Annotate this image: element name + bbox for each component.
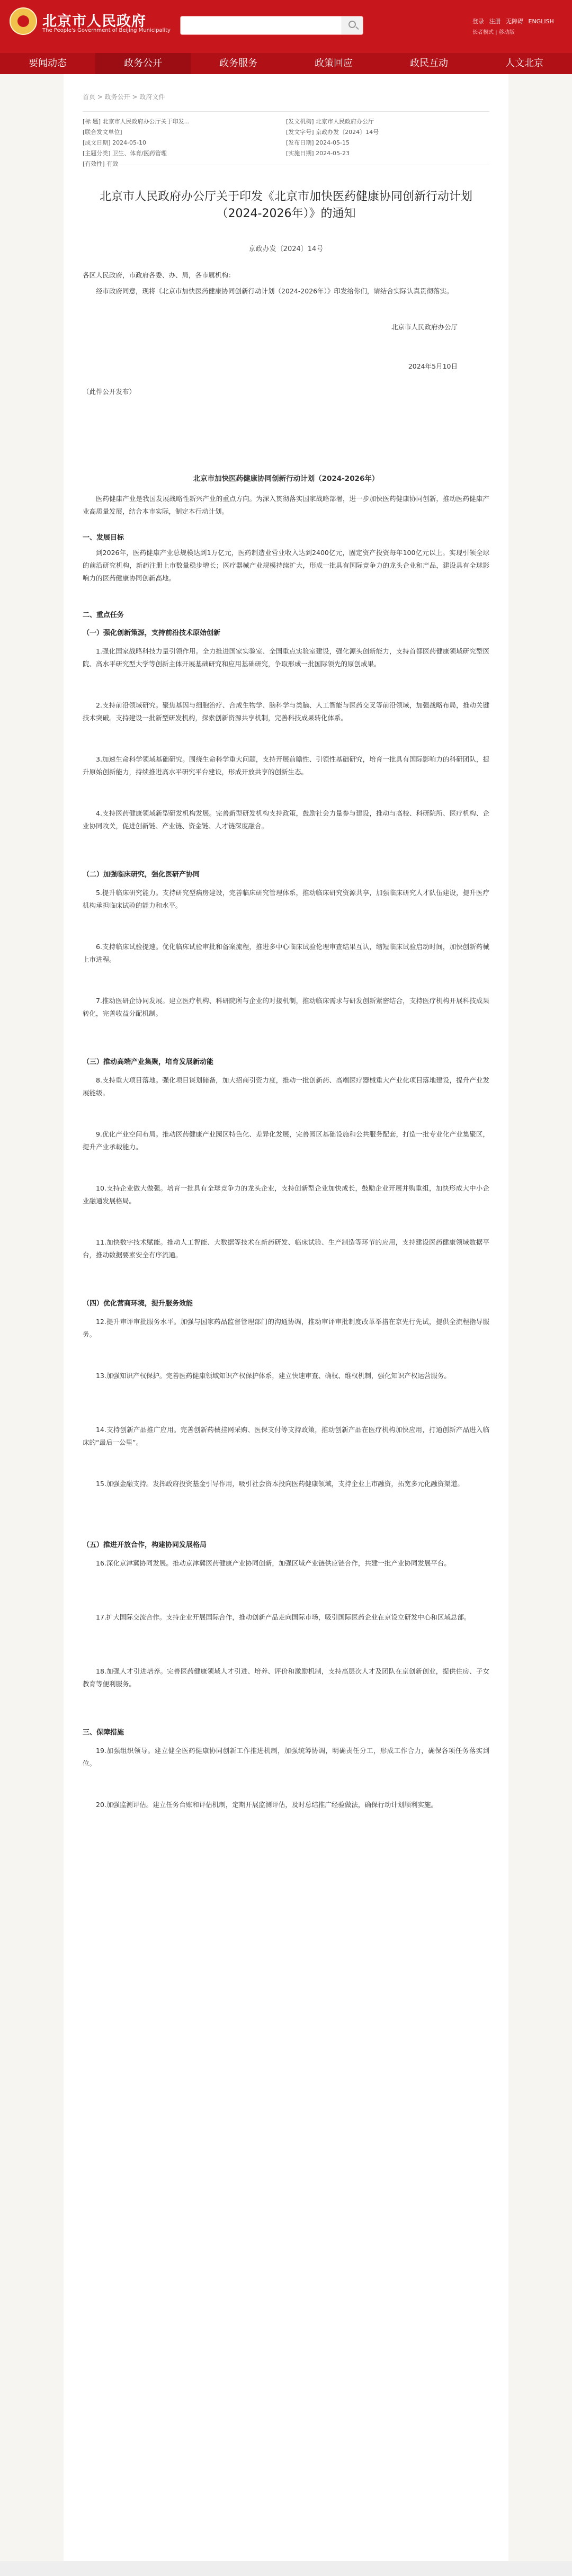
section-heading: 一、发展目标	[83, 534, 124, 542]
nav-news[interactable]: 要闻动态	[29, 58, 67, 69]
section-paragraph: 19.加强组织领导。建立健全医药健康协同创新工作推进机制，加强统筹协调，明确责任分工，形成工作合力，确保各项任务落实到位。	[83, 1747, 489, 1767]
section-paragraph: 8.支持重大项目落地。强化项目谋划储备，加大招商引资力度，推动一批创新药、高端医疗器械重大产业化项目落地建设，提升产业发展能级。	[83, 1076, 489, 1097]
section-subheading: （二）加强临床研究，强化医研产协同	[83, 871, 200, 879]
doc-number: 京政办发〔2024〕14号	[248, 245, 324, 253]
section-paragraph: 14.支持创新产品推广应用。完善创新药械挂网采购、医保支付等支持政策，推动创新产品在医疗机构加快应用，打通创新产品进入临床的“最后一公里”。	[83, 1426, 489, 1446]
article-page	[64, 74, 508, 2576]
search-icon	[348, 21, 356, 28]
notice-body: 经市政府同意，现将《北京市加快医药健康协同创新行动计划（2024-2026年）》印发给你们，请结合实际认真贯彻落实。	[96, 287, 453, 295]
section-paragraph: 7.推动医研企协同发展。建立医疗机构、科研院所与企业的对接机制，推动临床需求与研发创新紧密结合，支持医疗机构开展科技成果转化，完善收益分配机制。	[83, 997, 489, 1017]
section-paragraph: 3.加速生命科学领域基础研究。围绕生命科学重大问题，支持开展前瞻性、引领性基础研究，培育一批具有国际影响力的科研团队，提升原始创新能力，持续推进高水平研究平台建设，形成开放共享的创新生态。	[83, 755, 489, 776]
search-input[interactable]	[180, 16, 363, 35]
section-paragraph: 2.支持前沿领域研究。聚焦基因与细胞治疗、合成生物学、脑科学与类脑、人工智能与医药交叉等前沿领域，加强战略布局，推动关键技术突破。支持建设一批新型研发机构，探索创新资源共享机制，完善科技成果转化体系。	[83, 701, 489, 722]
section-paragraph: 18.加强人才引进培养。完善医药健康领域人才引进、培养、评价和激励机制，支持高层次人才及团队在京创新创业，提供住房、子女教育等便利服务。	[83, 1667, 489, 1688]
meta-validity: [有效性] 有效	[83, 160, 119, 167]
meta-publish-date: [发布日期] 2024-05-15	[286, 139, 350, 146]
meta-doc-number: [发文字号] 京政办发〔2024〕14号	[286, 129, 379, 136]
section-heading: 三、保障措施	[83, 1729, 124, 1737]
main-nav	[0, 53, 572, 74]
section-paragraph: 1.强化国家战略科技力量引领作用。全力推进国家实验室、全国重点实验室建设，强化源头创新能力，支持首都医药健康领域研究型医院、高水平研究型大学等创新主体开展基础研究和应用基础研究，争取形成一批国际领先的原创成果。	[83, 647, 489, 668]
document-meta-table	[83, 111, 489, 165]
section-heading: 二、重点任务	[83, 611, 124, 619]
section-paragraph: 到2026年，医药健康产业总规模达到1万亿元，医药制造业营业收入达到2400亿元，固定资产投资每年100亿元以上。实现引领全球的前沿研究机构，新药注册上市数量稳步增长；医疗器械产业规模持续扩大，形成一批具有国际竞争力的龙头企业和产品，建设具有全球影响力的医药健康协同创新高地。	[83, 549, 489, 582]
section-paragraph: 5.提升临床研究能力。支持研究型病房建设，完善临床研究管理体系，推动临床研究资源共享，加强临床研究人才队伍建设，提升医疗机构承担临床试验的能力和水平。	[83, 889, 489, 909]
top-links	[472, 17, 557, 25]
meta-effective-date: [实施日期] 2024-05-23	[286, 150, 350, 157]
page-bottom-bar	[0, 2561, 572, 2576]
plan-title: 北京市加快医药健康协同创新行动计划（2024-2026年）	[193, 475, 379, 483]
section-subheading: （三）推动高端产业集聚，培育发展新动能	[83, 1058, 214, 1066]
section-paragraph: 12.提升审评审批服务水平。加强与国家药品监督管理部门的沟通协调，推动审评审批制度改革举措在京先行先试，提供全流程指导服务。	[83, 1318, 489, 1338]
section-paragraph: 4.支持医药健康领域新型研发机构发展。完善新型研发机构支持政策，鼓励社会力量参与建设，推动与高校、科研院所、医疗机构、企业协同攻关，促进创新链、产业链、资金链、人才链深度融合。	[83, 809, 489, 830]
signer: 北京市人民政府办公厅	[391, 323, 458, 331]
meta-issuer: [发文机构] 北京市人民政府办公厅	[286, 118, 374, 125]
section-paragraph: 6.支持临床试验提速。优化临床试验审批和备案流程，推进多中心临床试验伦理审查结果互认，缩短临床试验启动时间，加快创新药械上市进程。	[83, 943, 489, 963]
nav-services[interactable]: 政务服务	[219, 58, 257, 69]
top-sub-links[interactable]: 长者模式 | 移动版	[472, 30, 515, 35]
top-link-login[interactable]: 登录	[472, 18, 484, 25]
section-paragraph: 20.加强监测评估。建立任务台账和评估机制，定期开展监测评估，及时总结推广经验做法，确保行动计划顺利实施。	[96, 1801, 437, 1809]
site-name-en: The People's Government of Beijing Municipality	[42, 28, 171, 33]
section-paragraph: 10.支持企业做大做强。培育一批具有全球竞争力的龙头企业，支持创新型企业加快成长，鼓励企业开展并购重组，加快形成大中小企业融通发展格局。	[83, 1184, 489, 1205]
meta-category: [主题分类] 卫生、体育/医药管理	[83, 150, 167, 157]
section-paragraph: 9.优化产业空间布局。推动医药健康产业园区特色化、差异化发展，完善园区基础设施和公共服务配套，打造一批专业化产业集聚区，提升产业承载能力。	[83, 1130, 489, 1151]
salutation: 各区人民政府，市政府各委、办、局，各市属机构：	[83, 271, 235, 279]
national-emblem-icon[interactable]	[10, 7, 37, 35]
meta-title: [标 题] 北京市人民政府办公厅关于印发...	[83, 118, 190, 125]
meta-empty	[286, 159, 489, 170]
search-button[interactable]	[342, 16, 363, 34]
section-paragraph: 13.加强知识产权保护。完善医药健康领域知识产权保护体系，建立快速审查、确权、维权机制，强化知识产权运营服务。	[96, 1372, 451, 1380]
section-subheading: （四）优化营商环境，提升服务效能	[83, 1300, 193, 1308]
section-subheading: （一）强化创新策源，支持前沿技术原始创新	[83, 629, 221, 637]
meta-written-date: [成文日期] 2024-05-10	[83, 139, 147, 146]
site-name[interactable]: 北京市人民政府	[42, 13, 146, 30]
nav-culture[interactable]: 人文北京	[505, 58, 543, 69]
nav-gov-open[interactable]: 政务公开	[95, 53, 191, 74]
sign-date: 2024年5月10日	[408, 362, 458, 370]
section-subheading: （五）推进开放合作，构建协同发展格局	[83, 1541, 207, 1549]
section-paragraph: 11.加快数字技术赋能。推动人工智能、大数据等技术在新药研发、临床试验、生产制造等环节的应用，支持建设医药健康领域数据平台，推动数据要素安全有序流通。	[83, 1238, 489, 1259]
breadcrumb[interactable]: 首页 > 政务公开 > 政府文件	[83, 93, 165, 101]
section-paragraph: 16.深化京津冀协同发展。推动京津冀医药健康产业协同创新，加强区域产业链供应链合作，共建一批产业协同发展平台。	[96, 1559, 451, 1567]
meta-joint: [联合发文单位]	[83, 129, 122, 136]
top-link-register[interactable]: 注册	[489, 18, 501, 25]
top-link-accessibility[interactable]: 无障碍	[506, 18, 523, 25]
section-paragraph: 15.加强金融支持。发挥政府投资基金引导作用，吸引社会资本投向医药健康领域，支持企业上市融资，拓宽多元化融资渠道。	[96, 1480, 464, 1488]
top-link-english[interactable]: ENGLISH	[528, 18, 554, 25]
public-note: （此件公开发布）	[83, 388, 136, 396]
nav-interaction[interactable]: 政民互动	[410, 58, 448, 69]
nav-policy-response[interactable]: 政策回应	[315, 58, 353, 69]
page-title: 北京市人民政府办公厅关于印发《北京市加快医药健康协同创新行动计划（2024-2026年）》的通知	[99, 190, 472, 220]
plan-intro: 医药健康产业是我国发展战略性新兴产业的重点方向。为深入贯彻落实国家战略部署，进一步加快医药健康协同创新，推动医药健康产业高质量发展，结合本市实际，制定本行动计划。	[83, 495, 489, 515]
section-paragraph: 17.扩大国际交流合作。支持企业开展国际合作，推动创新产品走向国际市场，吸引国际医药企业在京设立研发中心和区域总部。	[96, 1613, 471, 1621]
site-header	[0, 0, 572, 53]
